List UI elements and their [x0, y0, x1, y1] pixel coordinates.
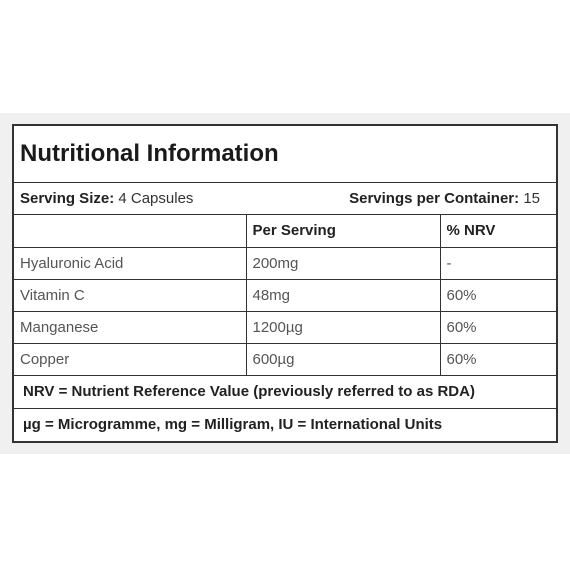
serving-size-value: 4 Capsules — [118, 190, 194, 207]
header-cell-nrv: % NRV — [440, 215, 556, 247]
table-row — [14, 311, 556, 343]
table-row — [14, 247, 556, 279]
nrv-value: 60% — [440, 279, 556, 311]
nutrient-name: Hyaluronic Acid — [14, 247, 246, 279]
serving-row — [14, 183, 556, 215]
header-cell-nutrient — [14, 215, 246, 247]
table-row — [14, 279, 556, 311]
nutrient-name: Vitamin C — [14, 279, 246, 311]
nutrient-name: Manganese — [14, 311, 246, 343]
servings-per-container-value: 15 — [523, 190, 540, 207]
nrv-definition-note: NRV = Nutrient Reference Value (previously referred to as RDA) — [14, 376, 556, 409]
nutrient-name: Copper — [14, 343, 246, 375]
units-definition-note: µg = Microgramme, mg = Milligram, IU = International Units — [23, 415, 443, 433]
per-serving-value: 1200µg — [246, 311, 440, 343]
nutrition-panel — [12, 124, 558, 443]
servings-per-container — [349, 190, 540, 207]
per-serving-value: 48mg — [246, 279, 440, 311]
nrv-value: - — [440, 247, 556, 279]
per-serving-value: 200mg — [246, 247, 440, 279]
servings-per-container-label: Servings per Container: — [349, 190, 520, 207]
nrv-value: 60% — [440, 343, 556, 375]
table-row — [14, 343, 556, 375]
nrv-value: 60% — [440, 311, 556, 343]
serving-size — [20, 190, 193, 207]
serving-size-label: Serving Size: — [20, 190, 115, 207]
panel-title: Nutritional Information — [14, 126, 556, 183]
per-serving-value: 600µg — [246, 343, 440, 375]
table-header-row — [14, 215, 556, 247]
nutrient-table — [14, 215, 556, 376]
header-cell-per-serving: Per Serving — [246, 215, 440, 247]
